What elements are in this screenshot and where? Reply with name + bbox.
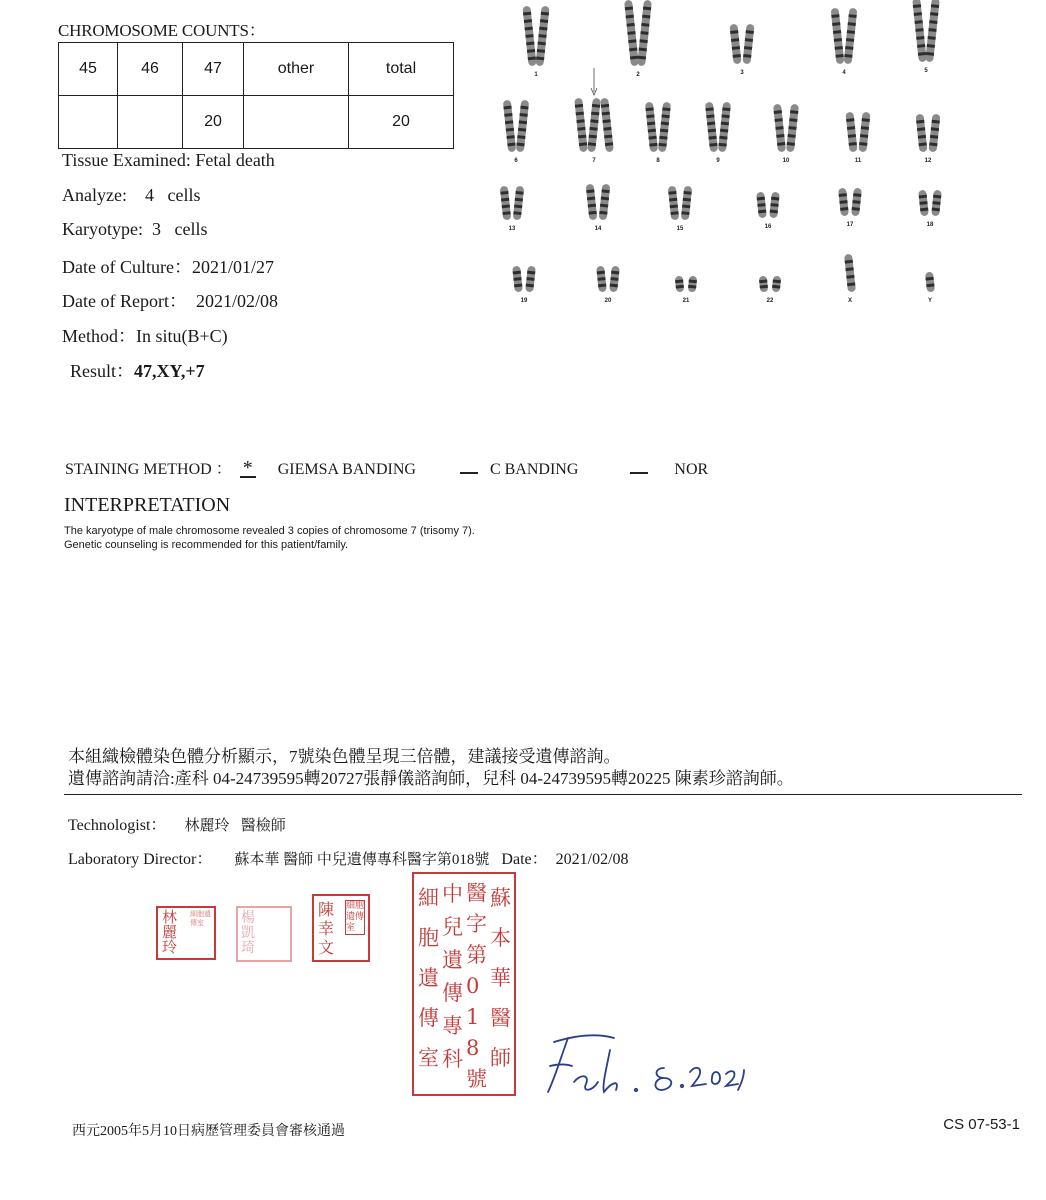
form-code: CS 07-53-1 <box>943 1116 1020 1133</box>
interpretation-text <box>64 524 664 552</box>
chromosome-21-copy-1 <box>675 276 685 293</box>
chromosome-label-11: 11 <box>854 158 862 164</box>
chromosome-label-16: 16 <box>764 224 772 230</box>
stamp-col-4: 蘇本華醫師 <box>490 886 511 1070</box>
stamp-dept: 細胞遺傳室 <box>190 910 211 927</box>
chromosome-14-copy-1 <box>586 184 598 221</box>
stamp-signer-dept: 細胞遺傳室 <box>346 901 365 933</box>
technologist-name: 林麗玲 醫檢師 <box>184 818 286 834</box>
technologist-line <box>68 812 286 835</box>
date-of-culture: Date of Culture：2021/01/27 <box>62 257 274 277</box>
stamp-signer <box>312 894 370 962</box>
counts-value-row <box>59 96 454 149</box>
chromosome-14-copy-2 <box>599 184 611 221</box>
chromosome-label-21: 21 <box>682 298 690 304</box>
stamp-faded <box>236 906 292 962</box>
chromosome-10-copy-2 <box>786 104 799 153</box>
chromosome-label-15: 15 <box>676 226 684 232</box>
chromosome-5-copy-2 <box>925 0 940 62</box>
interpretation-title: INTERPRETATION <box>64 494 231 516</box>
chromosome-label-5: 5 <box>924 68 928 74</box>
chromosome-17-copy-2 <box>851 188 862 217</box>
stamp-col-1: 細胞遺傳室 <box>418 886 439 1070</box>
chromosome-18-copy-2 <box>931 190 942 217</box>
staining-blank-c <box>460 458 478 474</box>
chromosome-15-copy-1 <box>668 186 680 221</box>
counts-table <box>58 42 454 149</box>
chromosome-22-copy-2 <box>772 276 782 293</box>
chromosome-20-copy-1 <box>596 266 607 293</box>
chromosome-13-copy-2 <box>513 186 525 221</box>
chromosome-label-9: 9 <box>716 158 720 164</box>
chromosome-7-copy-1 <box>574 98 588 153</box>
staining-option-nor: NOR <box>674 461 709 478</box>
divider <box>64 794 1022 795</box>
chromosome-17-copy-1 <box>838 188 849 217</box>
chromosome-1-copy-1 <box>522 6 536 67</box>
chromosome-6-copy-2 <box>516 100 529 153</box>
chromosome-label-20: 20 <box>604 298 612 304</box>
director-label: Laboratory Director： <box>68 851 213 868</box>
chromosome-label-4: 4 <box>842 70 846 76</box>
staining-label: STAINING METHOD ： <box>65 461 232 478</box>
karyotype-count: Karyotype: 3 cells <box>62 219 208 239</box>
chromosome-label-2: 2 <box>636 72 640 78</box>
result-label: Result： <box>70 361 135 381</box>
stamp-technologist <box>156 906 216 960</box>
director-name: 蘇本華 醫師 中兒遺傳專科醫字第018號 <box>234 852 490 868</box>
chromosome-shapes <box>500 0 942 292</box>
chromosome-label-8: 8 <box>656 158 660 164</box>
stamp-col-3: 醫字第018號 <box>466 881 487 1091</box>
chromosome-7-copy-2 <box>587 98 601 153</box>
method: Method：In situ(B+C) <box>62 326 228 346</box>
chromosome-1-copy-2 <box>535 6 549 67</box>
date-of-report: Date of Report： 2021/02/08 <box>62 291 278 311</box>
chinese-summary <box>68 746 794 790</box>
chromosome-10-copy-1 <box>773 104 786 153</box>
chromosome-label-14: 14 <box>594 226 602 232</box>
chromosome-2-copy-2 <box>637 0 652 66</box>
count-value-total: 20 <box>349 96 454 149</box>
stamp-director <box>412 872 516 1096</box>
stamp-faded-name: 楊凱琦 <box>241 910 255 956</box>
stamp-signer-name: 陳幸文 <box>318 900 335 957</box>
arrow-marker-icon <box>591 68 597 95</box>
chromosome-label-6: 6 <box>514 158 518 164</box>
chromosome-12-copy-2 <box>929 114 941 153</box>
chromosome-label-22: 22 <box>766 298 774 304</box>
chromosome-4-copy-2 <box>844 8 858 65</box>
chromosome-label-7: 7 <box>592 158 596 164</box>
count-header-47: 47 <box>183 43 244 96</box>
director-line <box>68 846 629 869</box>
chromosome-label-19: 19 <box>520 298 528 304</box>
stamp-col-2: 中兒遺傳專科 <box>442 882 463 1071</box>
analyze-count: Analyze: 4 cells <box>62 185 201 205</box>
handwritten-signature <box>540 1020 760 1100</box>
chromosome-4-copy-1 <box>831 8 845 65</box>
staining-option-giemsa: GIEMSA BANDING <box>277 461 416 478</box>
counts-header-row <box>59 43 454 96</box>
chromosome-label-1: 1 <box>534 72 538 78</box>
chromosome-22-copy-1 <box>759 276 769 293</box>
chromosome-label-Y: Y <box>927 298 933 304</box>
staining-option-c: C BANDING <box>489 461 579 478</box>
result-value: 47,XY,+7 <box>134 361 205 381</box>
staining-blank-nor <box>630 458 648 474</box>
chromosome-3-copy-2 <box>742 24 754 65</box>
chromosome-9-copy-1 <box>705 102 718 153</box>
count-header-45: 45 <box>59 43 118 96</box>
count-value-47: 20 <box>183 96 244 149</box>
result-line <box>70 357 205 383</box>
chromosome-9-copy-2 <box>718 102 731 153</box>
chromosome-12-copy-1 <box>916 114 928 153</box>
chromosome-label-18: 18 <box>926 222 934 228</box>
count-header-46: 46 <box>118 43 183 96</box>
interpretation-line-2: Genetic counseling is recommended for this patient/family. <box>64 539 349 551</box>
chromosome-8-copy-1 <box>645 102 658 153</box>
chromosome-13-copy-1 <box>500 186 512 221</box>
count-header-other: other <box>244 43 349 96</box>
chromosome-3-copy-1 <box>729 24 741 65</box>
chromosome-label-3: 3 <box>740 70 744 76</box>
tissue-examined: Tissue Examined: Fetal death <box>62 150 275 170</box>
chromosome-5-copy-1 <box>912 0 927 62</box>
date-label: Date： <box>501 851 548 868</box>
footer-approval-note: 西元2005年5月10日病歷管理委員會審核通過 <box>72 1124 345 1139</box>
count-value-45 <box>59 96 118 149</box>
chromosome-21-copy-2 <box>688 276 698 293</box>
chromosome-18-copy-1 <box>918 190 929 217</box>
chromosome-label-17: 17 <box>846 222 854 228</box>
counts-title: CHROMOSOME COUNTS： <box>58 21 266 40</box>
chromosome-label-X: X <box>847 298 853 304</box>
chromosome-label-12: 12 <box>924 158 932 164</box>
count-header-total: total <box>349 43 454 96</box>
chromosome-19-copy-1 <box>512 266 523 293</box>
staining-method <box>65 456 708 479</box>
karyogram-image <box>480 0 980 320</box>
chromosome-16-copy-2 <box>769 192 780 219</box>
chromosome-19-copy-2 <box>525 266 536 293</box>
technologist-label: Technologist： <box>68 817 167 834</box>
count-value-other <box>244 96 349 149</box>
chromosome-label-13: 13 <box>508 226 516 232</box>
chromosome-X-copy-1 <box>844 254 856 293</box>
chromosome-8-copy-2 <box>658 102 671 153</box>
chromosome-6-copy-1 <box>503 100 516 153</box>
chromosome-label-10: 10 <box>782 158 790 164</box>
chromosome-15-copy-2 <box>681 186 693 221</box>
chromosome-16-copy-1 <box>756 192 767 219</box>
staining-selected-mark: * <box>240 460 256 478</box>
stamp-name: 林麗玲 <box>162 908 178 956</box>
chromosome-Y-copy-1 <box>925 272 935 293</box>
chinese-summary-line-2: 遺傳諮詢請洽:產科 04-24739595轉20727張靜儀諮詢師，兒科 04-24739595轉20225 陳素珍諮詢師。 <box>68 769 794 788</box>
chromosome-labels <box>509 68 934 304</box>
interpretation-line-1: The karyotype of male chromosome revealed 3 copies of chromosome 7 (trisomy 7). <box>64 525 475 537</box>
chromosome-11-copy-1 <box>845 112 857 153</box>
chinese-summary-line-1: 本組織檢體染色體分析顯示，7號染色體呈現三倍體，建議接受遺傳諮詢。 <box>68 747 621 766</box>
chromosome-7-copy-3 <box>600 98 614 153</box>
count-value-46 <box>118 96 183 149</box>
signoff-date: 2021/02/08 <box>555 851 629 868</box>
chromosome-2-copy-1 <box>624 0 639 66</box>
chromosome-11-copy-2 <box>858 112 870 153</box>
chromosome-20-copy-2 <box>609 266 620 293</box>
